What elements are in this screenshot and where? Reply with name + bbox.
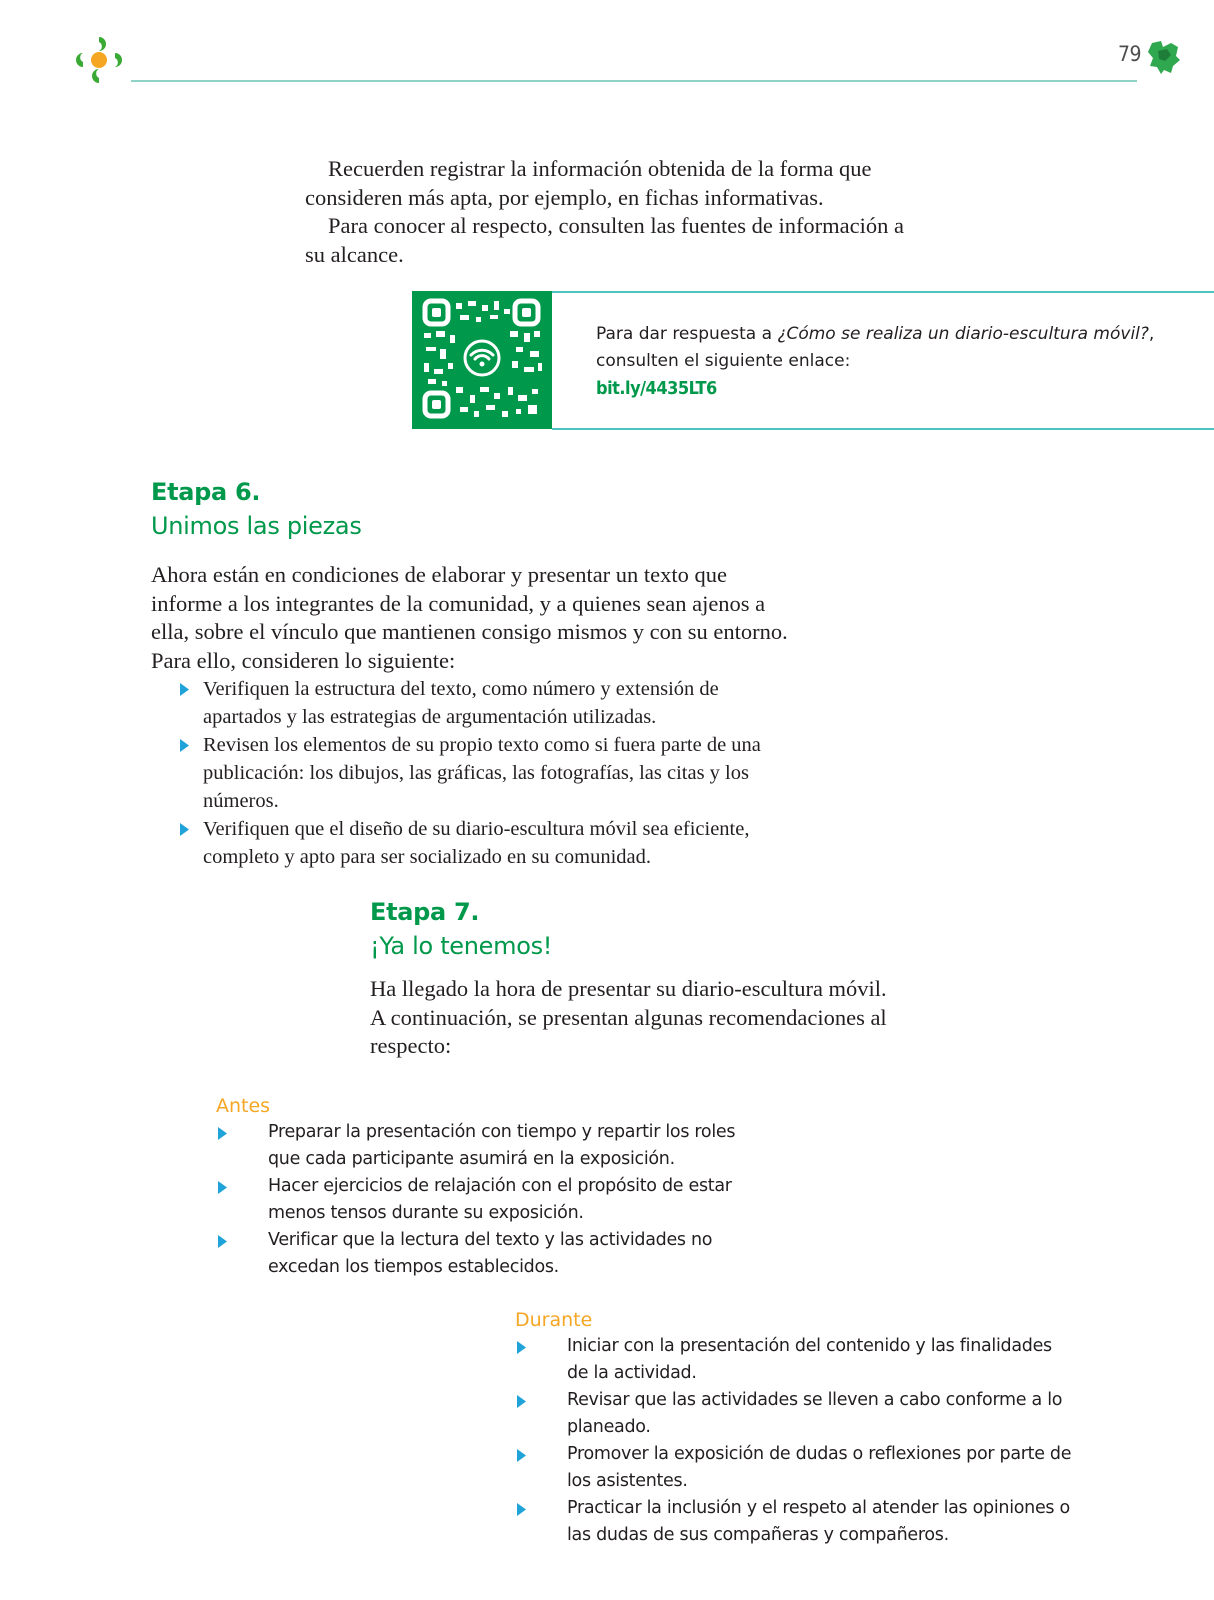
etapa6-heading [151, 475, 362, 543]
etapa7-heading [370, 895, 552, 963]
etapa6-number: Etapa 6. [151, 478, 261, 506]
list-item [515, 1495, 1075, 1549]
bullet-arrow-icon [180, 823, 189, 836]
etapa6-item-text: Verifiquen que el diseño de su diario-escultura móvil sea eficiente, completo y apto para ser socializado en su comunidad. [203, 818, 750, 868]
bullet-arrow-icon [218, 1181, 227, 1194]
corner-figure-icon [1147, 39, 1181, 75]
bullet-arrow-icon [517, 1503, 526, 1516]
list-item [216, 1227, 756, 1281]
qr-text-after: , consulten el siguiente enlace: [596, 324, 1155, 371]
antes-item-text: Preparar la presentación con tiempo y repartir los roles que cada participante asumirá en la exposición. [268, 1122, 736, 1169]
bullet-arrow-icon [180, 739, 189, 752]
list-item [515, 1387, 1075, 1441]
intro-paragraph-1: Recuerden registrar la información obtenida de la forma que consideren más apta, por ejemplo, en fichas informativas. [305, 156, 872, 210]
qr-link[interactable]: bit.ly/4435LT6 [596, 378, 717, 399]
etapa6-item-text: Revisen los elementos de su propio texto como si fuera parte de una publicación: los dibujos, las gráficas, las fotografías, las citas y los números. [203, 734, 761, 812]
page-number: 79 [1118, 42, 1142, 66]
qr-rule-top [552, 291, 1214, 293]
durante-item-text: Practicar la inclusión y el respeto al atender las opiniones o las dudas de sus compañeras y compañeros. [567, 1498, 1070, 1545]
etapa7-number: Etapa 7. [370, 898, 480, 926]
durante-item-text: Iniciar con la presentación del contenido y las finalidades de la actividad. [567, 1336, 1052, 1383]
qr-text-before: Para dar respuesta a [596, 324, 778, 344]
list-item [515, 1441, 1075, 1495]
list-item [151, 815, 801, 871]
qr-caption [596, 321, 1156, 402]
qr-rule-bottom [552, 428, 1214, 430]
durante-heading: Durante [515, 1309, 593, 1331]
qr-question: ¿Cómo se realiza un diario-escultura móvil? [777, 324, 1149, 344]
antes-item-text: Verificar que la lectura del texto y las actividades no excedan los tiempos establecidos. [268, 1230, 713, 1277]
list-item [151, 731, 801, 815]
etapa6-body [151, 561, 801, 871]
durante-section [515, 1307, 1075, 1549]
antes-item-text: Hacer ejercicios de relajación con el propósito de estar menos tensos durante su exposición. [268, 1176, 732, 1223]
bullet-arrow-icon [180, 683, 189, 696]
etapa6-title: Unimos las piezas [151, 512, 362, 540]
etapa6-paragraph: Ahora están en condiciones de elaborar y presentar un texto que informe a los integrantes de la comunidad, y a quienes sean ajenos a ella, sobre el vínculo que mantienen consigo mismos y con su entorno. Para ello, consideren lo siguiente: [151, 562, 788, 673]
durante-item-text: Promover la exposición de dudas o reflexiones por parte de los asistentes. [567, 1444, 1072, 1491]
etapa7-paragraph: Ha llegado la hora de presentar su diario-escultura móvil. A continuación, se presentan algunas recomendaciones al respecto: [370, 976, 887, 1058]
list-item [216, 1173, 756, 1227]
etapa6-item-text: Verifiquen la estructura del texto, como número y extensión de apartados y las estrategias de argumentación utilizadas. [203, 678, 719, 728]
antes-heading: Antes [216, 1095, 271, 1117]
list-item [515, 1333, 1075, 1387]
antes-list [216, 1119, 756, 1281]
bullet-arrow-icon [218, 1127, 227, 1140]
bullet-arrow-icon [218, 1235, 227, 1248]
header-rule [131, 80, 1137, 82]
intro-paragraph-2: Para conocer al respecto, consulten las fuentes de información a su alcance. [305, 213, 905, 267]
list-item [151, 675, 801, 731]
etapa7-title: ¡Ya lo tenemos! [370, 932, 553, 960]
intro-text [305, 155, 925, 269]
etapa6-list [151, 675, 801, 871]
durante-list [515, 1333, 1075, 1549]
bullet-arrow-icon [517, 1341, 526, 1354]
qr-code[interactable] [412, 291, 552, 429]
bullet-arrow-icon [517, 1395, 526, 1408]
durante-item-text: Revisar que las actividades se lleven a cabo conforme a lo planeado. [567, 1390, 1063, 1437]
antes-section [216, 1093, 756, 1281]
section-logo-icon [72, 33, 126, 87]
bullet-arrow-icon [517, 1449, 526, 1462]
list-item [216, 1119, 756, 1173]
